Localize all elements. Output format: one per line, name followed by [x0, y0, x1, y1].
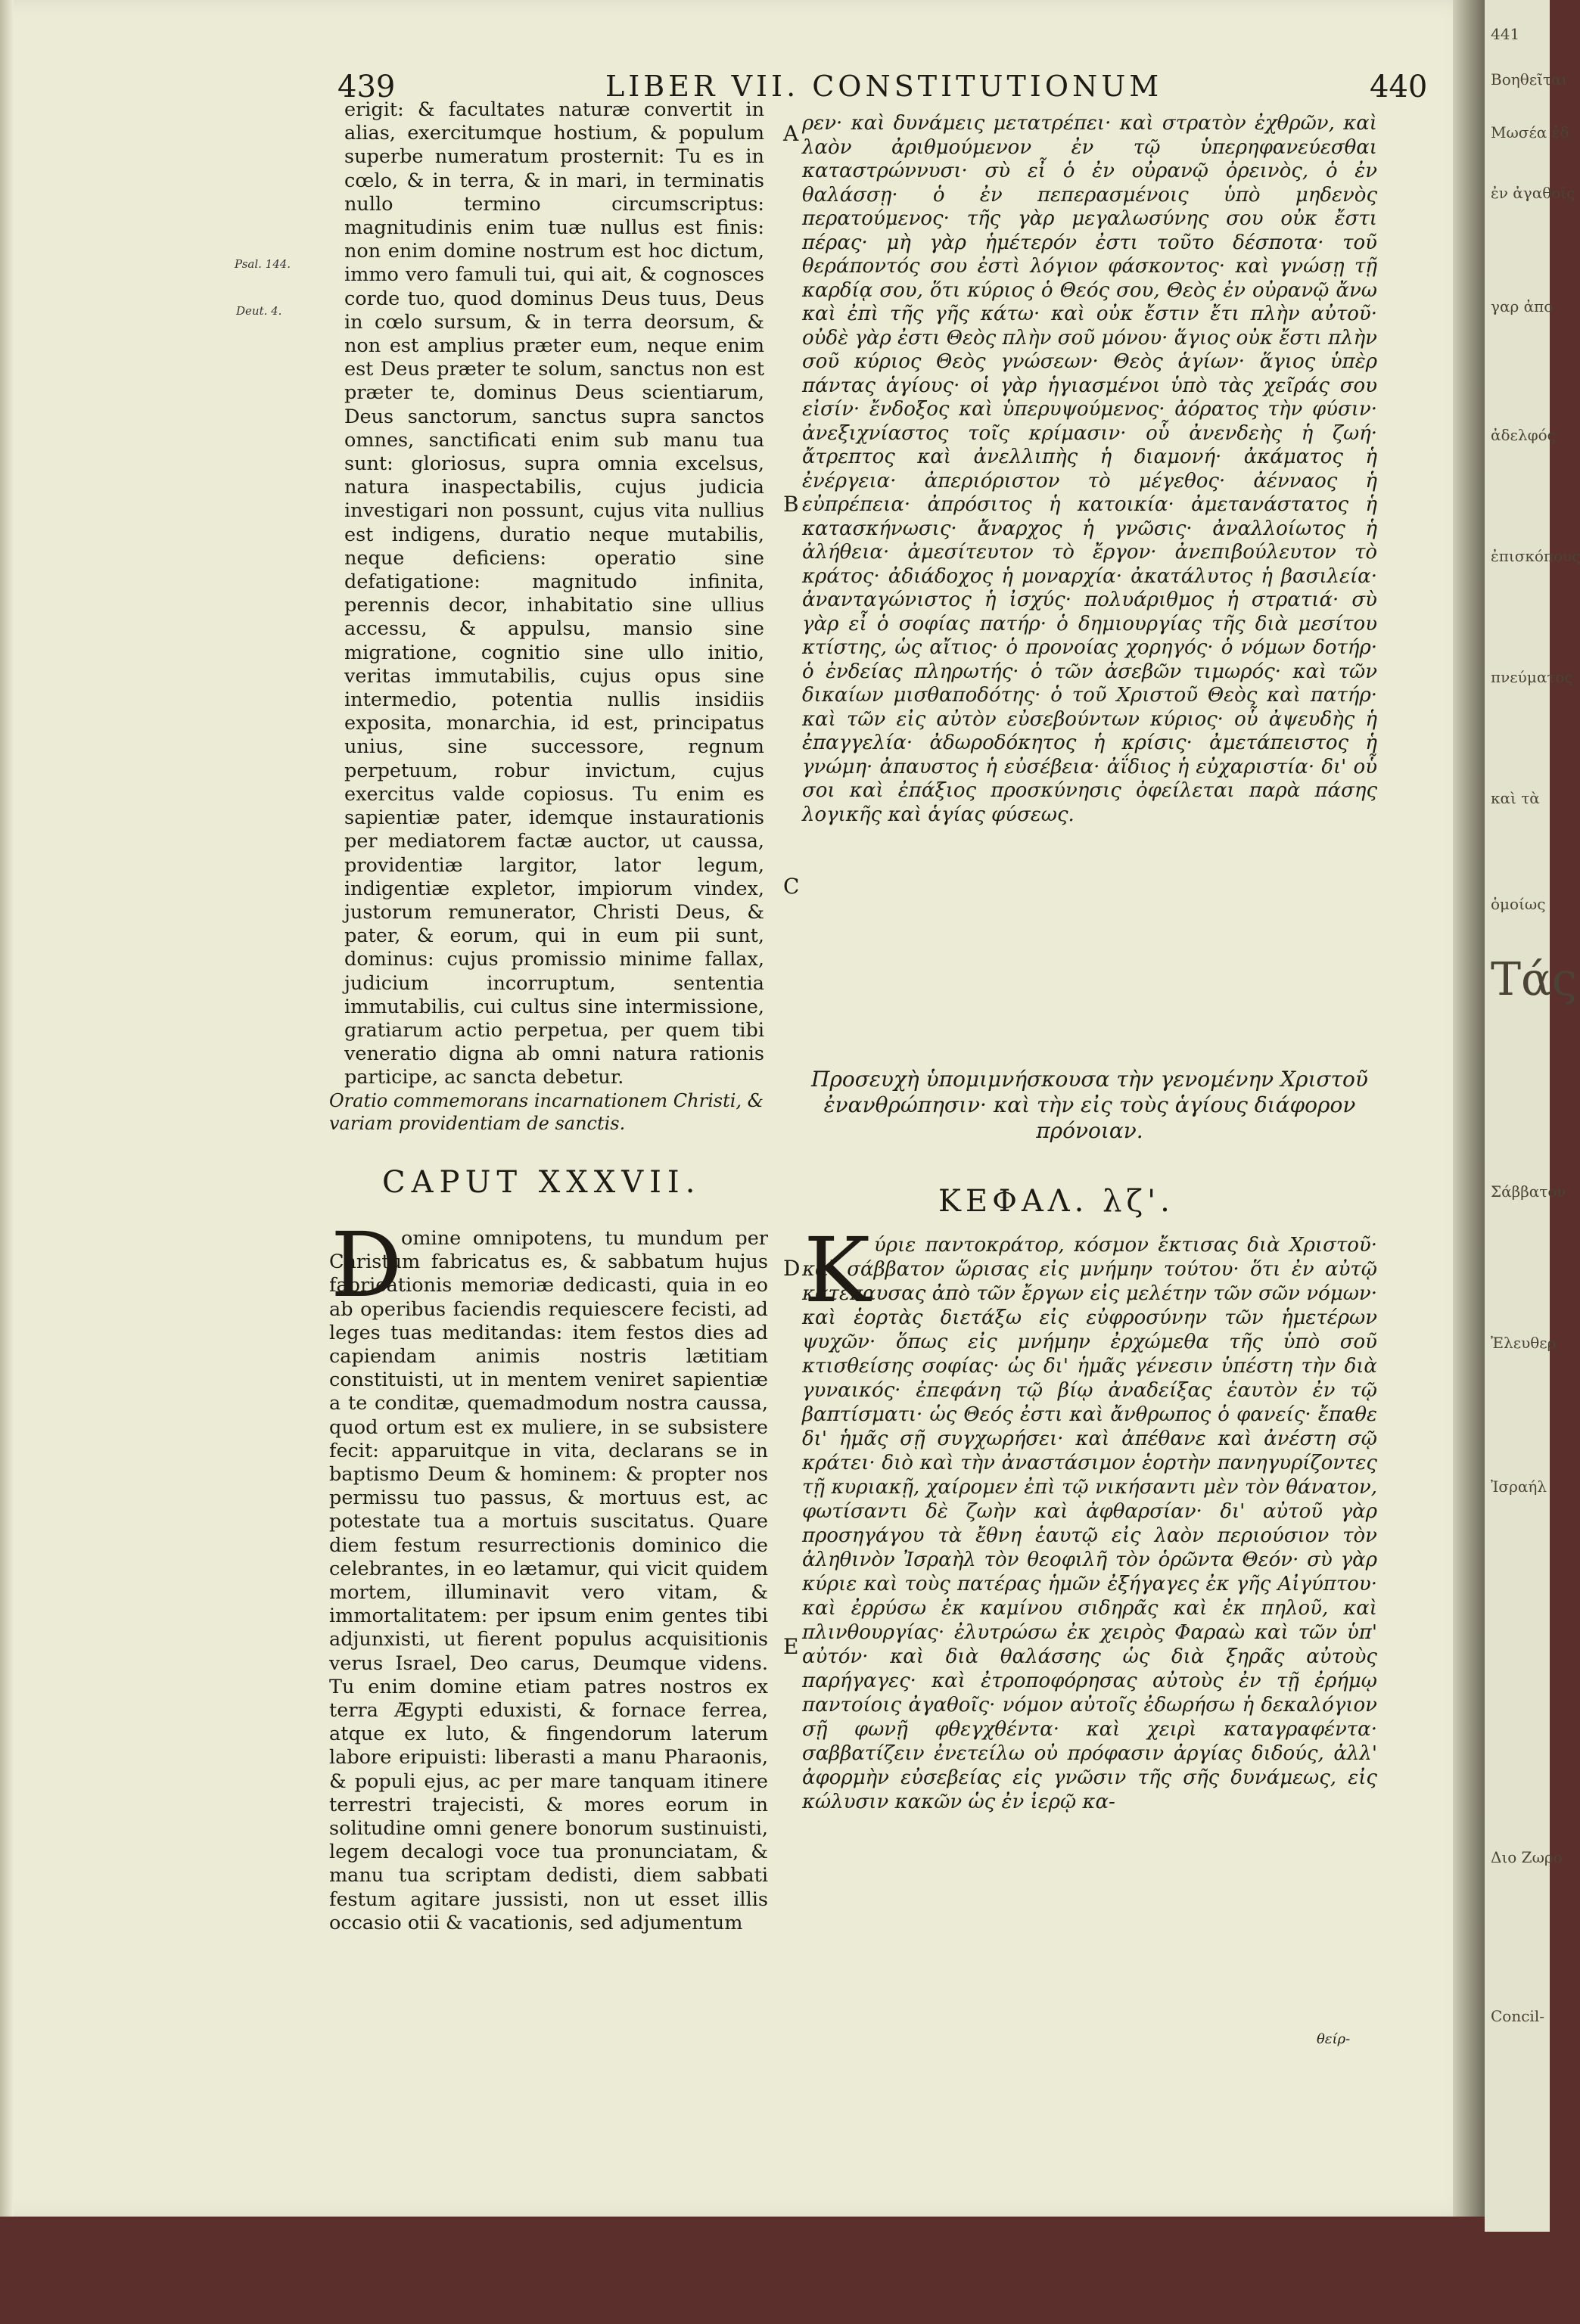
next-page-fragment: Μωσέα ἐδ — [1491, 123, 1569, 141]
side-letter-e: E — [783, 1634, 799, 1659]
catchword: θείρ- — [1317, 2031, 1351, 2047]
next-page-fragment: ἀδελφός — [1491, 426, 1556, 444]
next-page-fragment: Τάς — [1491, 953, 1578, 1006]
chapter-heading-latin: CAPUT XXXVII. — [382, 1165, 701, 1200]
next-page-fragment: Concil- — [1491, 2007, 1544, 2025]
greek-column-bottom — [802, 1233, 1377, 1814]
next-page-fragment: Ἰσραήλ — [1491, 1477, 1547, 1496]
latin-column-top: erigit: & facultates naturæ convertit in alias, exercitumque hostium, & populum superbe numeratum prosternit: Tu es in cœlo, & in terra, & in mari, in terminatis nullo termino circumscriptus: magnitudinis enim tuæ nullus est finis: non enim domine nostrum est hoc dictum, immo vero famuli tui, qui ait, & cognosces corde tuo, quod dominus Deus tuus, Deus in cœlo sursum, & in terra deorsum, & non est amplius præter eum, neque enim est Deus præter te solum, sanctus non est præter te, dominus Deus scientiarum, Deus sanctorum, sanctus supra sanctos omnes, sanctificati enim sub manu tua sunt: gloriosus, supra omnia excelsus, natura inaspectabilis, cujus judicia investigari non possunt, cujus vita nullius est indigens, duratio neque mutabilis, neque deficiens: operatio sine defatigatione: magnitudo infinita, perennis decor, inhabitatio sine ullius accessu, & appulsu, mansio sine migratione, cognitio sine ullo initio, veritas immutabilis, cujus opus sine intermedio, potentia nullis insidiis exposita, monarchia, id est, principatus unius, sine successore, regnum perpetuum, robur invictum, cujus exercitus valde copiosus. Tu enim es sapientiæ pater, idemque instaurationis per mediatorem factæ auctor, ut caussa, providentiæ largitor, lator legum, indigentiæ expletor, impiorum vindex, justorum remunerator, Christi Deus, & pater, & eorum, qui in eum pii sunt, dominus: cujus promissio minime fallax, judicium incorruptum, sententia immutabilis, cui cultus sine intermissione, gratiarum actio perpetua, per quem tibi veneratio digna ab omni natura rationis participe, ac sancta debetur. — [344, 98, 764, 1089]
running-head: LIBER VII. CONSTITUTIONUM — [605, 70, 1163, 103]
next-page-fragment: καὶ τὰ — [1491, 789, 1540, 807]
chapter-heading-greek: ΚΕΦΑΛ. λζ'. — [938, 1184, 1174, 1219]
latin-column-bottom — [329, 1227, 768, 1935]
next-page-fragment: Διο Ζωρο — [1491, 1848, 1563, 1866]
next-page-fragment: ἐπισκόπους — [1491, 547, 1580, 565]
next-page-fragment: πνεύματος — [1491, 668, 1573, 686]
side-letter-a: A — [783, 121, 799, 146]
next-page-fragment: ὁμοίως — [1491, 895, 1546, 913]
margin-ref-psalm: Psal. 144. — [235, 257, 291, 271]
greek-column-top: ρεν· καὶ δυνάμεις μετατρέπει· καὶ στρατὸν ἐχθρῶν, καὶ λαὸν ἀριθμούμενον ἐν τῷ ὑπερηφανεύεσθαι καταστρώννυσι· σὺ εἶ ὁ ἐν οὐρανῷ ὀρεινὸς, ὁ ἐν θαλάσσῃ· ὁ ἐν πεπερασμένοις ὑπὸ μηδενὸς περατούμενος· τῆς γὰρ μεγαλωσύνης σου οὐκ ἔστι πέρας· μὴ γὰρ ἡμέτερόν ἐστι τοῦτο δέσποτα· τοῦ θεράποντός σου ἐστὶ λόγιον φάσκοντος· καὶ γνώσῃ τῇ καρδίᾳ σου, ὅτι κύριος ὁ Θεός σου, Θεὸς ἐν οὐρανῷ ἄνω καὶ ἐπὶ τῆς γῆς κάτω· καὶ οὐκ ἔστιν ἔτι πλὴν αὐτοῦ· οὐδὲ γὰρ ἐστι Θεὸς πλὴν σοῦ μόνου· ἅγιος οὐκ ἔστι πλὴν σοῦ κύριος Θεὸς γνώσεων· Θεὸς ἁγίων· ἅγιος ὑπὲρ πάντας ἁγίους· οἱ γὰρ ἡγιασμένοι ὑπὸ τὰς χεῖράς σου εἰσίν· ἔνδοξος καὶ ὑπερυψούμενος· ἀόρατος τὴν φύσιν· ἀνεξιχνίαστος τοῖς κρίμασιν· οὗ ἀνενδεὴς ἡ ζωή· ἄτρεπτος καὶ ἀνελλιπὴς ἡ διαμονή· ἀκάματος ἡ ἐνέργεια· ἀπεριόριστον τὸ μέγεθος· ἀένναος ἡ εὐπρέπεια· ἀπρόσιτος ἡ κατοικία· ἀμετανάστατος ἡ κατασκήνωσις· ἄναρχος ἡ γνῶσις· ἀναλλοίωτος ἡ ἀλήθεια· ἀμεσίτευτον τὸ ἔργον· ἀνεπιβούλευτον τὸ κράτος· ἀδιάδοχος ἡ μοναρχία· ἀκατάλυτος ἡ βασιλεία· ἀνανταγώνιστος ἡ ἰσχύς· πολυάριθμος ἡ στρατιά· σὺ γὰρ εἶ ὁ σοφίας πατήρ· ὁ δημιουργίας τῆς διὰ μεσίτου κτίστης, ὡς αἴτιος· ὁ προνοίας χορηγός· ὁ νόμων δοτήρ· ὁ ἐνδείας πληρωτής· ὁ τῶν ἀσεβῶν τιμωρός· καὶ τῶν δικαίων μισθαποδότης· ὁ τοῦ Χριστοῦ Θεὸς καὶ πατήρ· καὶ τῶν εἰς αὐτὸν εὐσεβούντων κύριος· οὗ ἀψευδὴς ἡ ἐπαγγελία· ἀδωροδόκητος ἡ κρίσις· ἀμετάπειστος ἡ γνώμη· ἀπαυστος ἡ εὐσέβεια· ἀΐδιος ἡ εὐχαριστία· δι' οὗ σοι καὶ ἐπάξιος προσκύνησις ὀφείλεται παρὰ πάσης λογικῆς καὶ ἁγίας φύσεως. — [802, 112, 1377, 826]
next-page-fragment: ἐν ἀγαθοῖς — [1491, 184, 1575, 202]
page-number-left: 439 — [337, 70, 396, 104]
next-page-fragment: 441 — [1491, 25, 1520, 43]
book-gutter — [1453, 0, 1485, 2217]
latin-bottom-text: omine omnipotens, tu mundum per Christum fabricatus es, & sabbatum hujus fabricationis memoriæ dedicasti, quia in eo ab operibus faciendis requiescere fecisti, ad leges tuas meditandas: item festos dies ad capiendam animis nostris lætitiam constituisti, ut in mentem veniret sapientiæ a te conditæ, quemadmodum nostra caussa, quod ortum est ex muliere, in se subsistere fecit: apparuitque in vita, declarans se in baptismo Deum & hominem: & propter nos permissu tuo passus, & mortuus est, ac potestate tua a mortuis suscitatus. Quare diem festum resurrectionis dominico die celebrantes, in eo lætamur, qui vicit quidem mortem, illuminavit vero vitam, & immortalitatem: per ipsum enim gentes tibi adjunxisti, ut fierent populus acquisitionis verus Israel, Deo carus, Deumque videns. Tu enim domine etiam patres nostros ex terra Ægypti eduxisti, & fornace ferrea, atque ex luto, & fingendorum laterum labore eripuisti: liberasti a manu Pharaonis, & populi ejus, ac per mare tanquam itinere terrestri trajecisti, & mores eorum in solitudine omni genere bonorum sustinuisti, legem decalogi voce tua pronunciatam, & manu tua scriptam dedisti, diem sabbati festum agitare jussisti, non ut esset illis occasio otii & vacationis, sed adjumentum — [329, 1227, 768, 1934]
side-letter-b: B — [783, 492, 799, 517]
next-page-fragment: Βοηθεῖται — [1491, 70, 1568, 89]
side-letter-d: D — [783, 1256, 801, 1281]
next-page-fragment: Ἐλευθερ — [1491, 1334, 1557, 1352]
greek-rubric: Προσευχὴ ὑπομιμνήσκουσα τὴν γενομένην Χριστοῦ ἐνανθρώπησιν· καὶ τὴν εἰς τοὺς ἁγίους διάφορον πρόνοιαν. — [811, 1067, 1368, 1143]
greek-drop-capital: K — [804, 1218, 871, 1322]
next-page-fragment: γαρ ἀπο — [1491, 297, 1554, 315]
latin-rubric: Oratio commemorans incarnationem Christi, & variam providentiam de sanctis. — [329, 1090, 764, 1134]
page-number-right: 440 — [1370, 70, 1428, 104]
page-edge — [0, 0, 14, 2217]
greek-bottom-text: ύριε παντοκράτορ, κόσμον ἔκτισας διὰ Χριστοῦ· καὶ σάββατον ὥρισας εἰς μνήμην τούτου· ὅτι ἐν αὐτῷ κατέπαυσας ἀπὸ τῶν ἔργων εἰς μελέτην τῶν σῶν νόμων· καὶ ἑορτὰς διετάξω εἰς εὐφροσύνην τῶν ἡμετέρων ψυχῶν· ὅπως εἰς μνήμην ἐρχώμεθα τῆς ὑπὸ σοῦ κτισθείσης σοφίας· ὡς δι' ἡμᾶς γένεσιν ὑπέστη τὴν διὰ γυναικός· ἐπεφάνη τῷ βίῳ ἀναδείξας ἑαυτὸν ἐν τῷ βαπτίσματι· ὡς Θεός ἐστι καὶ ἄνθρωπος ὁ φανείς· ἔπαθε δι' ἡμᾶς σῇ συγχωρήσει· καὶ ἀπέθανε καὶ ἀνέστη σῷ κράτει· διὸ καὶ τὴν ἀναστάσιμον ἑορτὴν πανηγυρίζοντες τῇ κυριακῇ, χαίρομεν ἐπὶ τῷ νικήσαντι μὲν τὸν θάνατον, φωτίσαντι δὲ ζωὴν καὶ ἀφθαρσίαν· δι' αὐτοῦ γὰρ προσηγάγου τὰ ἔθνη ἑαυτῷ εἰς λαὸν περιούσιον τὸν ἀληθινὸν Ἰσραὴλ τὸν θεοφιλῆ τὸν ὁρῶντα Θεόν· σὺ γὰρ κύριε καὶ τοὺς πατέρας ἡμῶν ἐξήγαγες ἐκ γῆς Αἰγύπτου· καὶ ἐρρύσω ἐκ καμίνου σιδηρᾶς καὶ ἐκ πηλοῦ, καὶ πλινθουργίας· ἐλυτρώσω ἐκ χειρὸς Φαραὼ καὶ τῶν ὑπ' αὐτόν· καὶ διὰ θαλάσσης ὡς διὰ ξηρᾶς αὐτοὺς παρήγαγες· καὶ ἐτροποφόρησας αὐτοὺς ἐν τῇ ἐρήμῳ παντοίοις ἀγαθοῖς· νόμον αὐτοῖς ἐδωρήσω ἡ δεκαλόγιον σῇ φωνῇ φθεγχθέντα· καὶ χειρὶ καταγραφέντα· σαββατίζειν ἐνετείλω οὐ πρόφασιν ἀργίας διδούς, ἀλλ' ἀφορμὴν εὐσεβείας εἰς γνῶσιν τῆς σῆς δυνάμεως, εἰς κώλυσιν κακῶν ὡς ἐν ἱερῷ κα- — [802, 1234, 1377, 1813]
next-page-edge — [1485, 0, 1580, 2232]
side-letter-c: C — [783, 874, 800, 899]
margin-ref-deut: Deut. 4. — [236, 304, 282, 318]
next-page-fragment: Σάββατον — [1491, 1182, 1566, 1201]
latin-drop-capital: D — [331, 1213, 403, 1317]
